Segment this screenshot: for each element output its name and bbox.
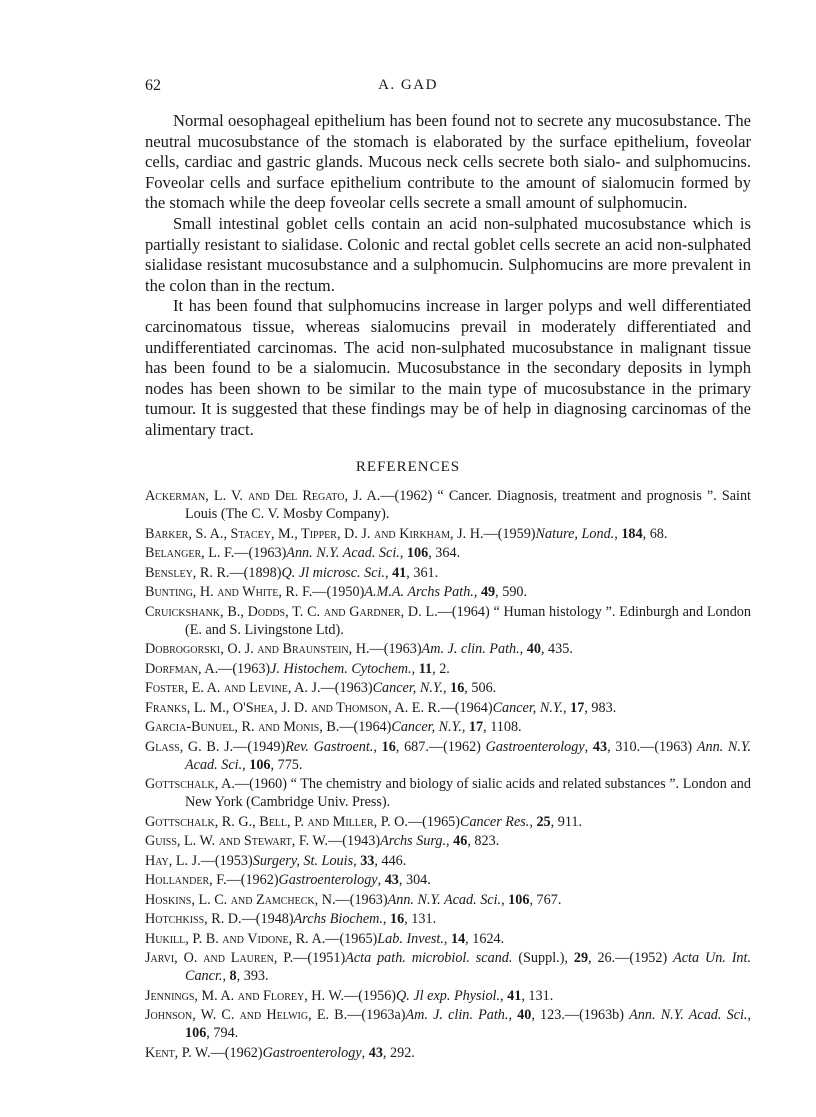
reference-vol: 46 xyxy=(453,833,468,849)
reference-pages: 131. xyxy=(411,911,437,927)
reference-vol: 8 xyxy=(229,968,237,984)
reference-year: —(1963b) xyxy=(564,1007,624,1023)
reference-year: —(1964) xyxy=(440,699,493,716)
reference-entry: Hay, L. J.—(1953)Surgery, St. Louis, 33, 446. xyxy=(145,852,407,869)
reference-pages: 506. xyxy=(471,680,497,696)
reference-vol: 106 xyxy=(249,756,271,773)
reference-rest: —(1964) “ Human histology ”. Edinburgh and London (E. and S. Livingstone Ltd). xyxy=(185,603,751,638)
paragraph: Normal oesophageal epithelium has been found not to secrete any mucosubstance. The neutral mucosubstance of the stomach is elaborated by the surface epithelium, foveolar cells, cardiac and gastric glands. Mucous neck cells secrete both sialo- and sulphomucins. Foveolar cells and surface epithelium contribute to the amount of sialomucin formed by the stomach while the deep foveolar cells secrete a small amount of sulphomucin. xyxy=(145,111,751,213)
reference-authors: Belanger, L. F. xyxy=(145,545,235,561)
reference-authors: Kent, P. W. xyxy=(145,1044,211,1061)
reference-year: —(1959) xyxy=(483,525,536,542)
reference-pages: 310. xyxy=(615,738,641,755)
reference-journal: Cancer, N.Y. xyxy=(391,719,462,735)
reference-pages: 911. xyxy=(557,813,583,830)
reference-journal: Acta path. microbiol. scand. xyxy=(345,950,513,966)
reference-journal: Archs Surg. xyxy=(380,833,447,849)
reference-journal: Lab. Invest. xyxy=(377,930,444,947)
reference-year: —(1962) xyxy=(210,1044,263,1061)
reference-pages: 123. xyxy=(540,1007,565,1023)
reference-journal: Q. Jl microsc. Sci. xyxy=(281,564,385,581)
reference-rest: —(1960) “ The chemistry and biology of sialic acids and related substances ”. London and New York (Cambridge Univ. Press). xyxy=(185,776,751,810)
reference-year: —(1963a) xyxy=(347,1007,406,1023)
reference-entry xyxy=(145,775,751,811)
reference-entry: Dobrogorski, O. J. and Braunstein, H.—(1963)Am. J. clin. Path., 40, 435. xyxy=(145,641,573,657)
reference-entry: Guiss, L. W. and Stewart, F. W.—(1943)Archs Surg., 46, 823. xyxy=(145,833,500,849)
reference-journal: Acta Un. Int. Cancr. xyxy=(185,950,752,984)
reference-authors: Garcia-Bunuel, R. and Monis, B. xyxy=(145,719,340,735)
reference-vol: 17 xyxy=(468,719,484,735)
reference-entry: Johnson, W. C. and Helwig, E. B.—(1963a)Am. J. clin. Path., 40, 123.—(1963b) Ann. N.Y. Acad. Sci., 106, 794. xyxy=(145,1007,752,1041)
reference-journal: Ann. N.Y. Acad. Sci. xyxy=(286,545,400,561)
reference-year: —(1956) xyxy=(344,987,397,1004)
reference-pages: 767. xyxy=(536,891,562,908)
reference-authors: Dobrogorski, O. J. and Braunstein, H. xyxy=(145,641,370,657)
reference-entry xyxy=(145,603,751,639)
reference-entry xyxy=(145,487,751,523)
reference-journal: Rev. Gastroent. xyxy=(285,738,374,755)
reference-journal: Cancer, N.Y. xyxy=(372,680,444,696)
reference-pages: 304. xyxy=(405,872,431,888)
reference-entry: Kent, P. W.—(1962)Gastroenterology, 43, 292. xyxy=(145,1044,415,1061)
reference-vol: 29 xyxy=(573,950,589,966)
reference-year: —(1951) xyxy=(293,950,346,966)
reference-year: —(1963) xyxy=(320,680,373,696)
reference-list xyxy=(145,487,751,1062)
reference-authors: Bunting, H. and White, R. F. xyxy=(145,584,313,600)
reference-entry: Hoskins, L. C. and Zamcheck, N.—(1963)Ann. N.Y. Acad. Sci., 106, 767. xyxy=(145,891,562,908)
reference-year: —(1949) xyxy=(233,738,286,755)
paragraph: It has been found that sulphomucins increase in larger polyps and well differentiated carcinomatous tissue, whereas sialomucins prevail in moderately differentiated and undifferentiated carcinomas. The acid non-sulphated mucosubstance in malignant tissue has been found to be a sialomucin. Mucosubstance in the secondary deposits in lymph nodes has been shown to be similar to the main type of mucosubstance in the primary tumour. It is suggested that these findings may be of help in diagnosing carcinomas of the alimentary tract. xyxy=(145,296,751,439)
reference-year: —(1943) xyxy=(328,833,381,849)
reference-journal: Gastroenterology xyxy=(262,1044,362,1061)
running-header-author: A. GAD xyxy=(378,77,438,93)
reference-pages: 1108. xyxy=(490,719,522,735)
reference-vol: 17 xyxy=(570,699,585,716)
reference-pages: 775. xyxy=(277,756,303,773)
reference-year: —(1963) xyxy=(335,891,388,908)
reference-journal: Ann. N.Y. Acad. Sci. xyxy=(185,738,752,773)
reference-authors: Gottschalk, A. xyxy=(145,776,235,792)
reference-journal: Ann. N.Y. Acad. Sci. xyxy=(387,891,502,908)
reference-vol: 106 xyxy=(185,1025,207,1041)
reference-authors: Hotchkiss, R. D. xyxy=(145,911,242,927)
reference-pages: 435. xyxy=(548,641,573,657)
reference-entry: Hukill, P. B. and Vidone, R. A.—(1965)Lab. Invest., 14, 1624. xyxy=(145,930,505,947)
reference-vol: 184 xyxy=(621,525,643,542)
reference-vol: 49 xyxy=(480,584,496,600)
reference-pages: 26. xyxy=(597,950,616,966)
reference-pages: 361. xyxy=(413,564,439,581)
reference-mid: (Suppl.), xyxy=(518,950,568,966)
reference-vol: 43 xyxy=(592,738,608,755)
reference-vol: 33 xyxy=(360,852,375,869)
reference-year: —(1952) xyxy=(615,950,668,966)
reference-vol: 25 xyxy=(536,813,551,830)
reference-vol: 16 xyxy=(450,680,465,696)
reference-entry: Hotchkiss, R. D.—(1948)Archs Biochem., 16, 131. xyxy=(145,911,437,927)
reference-year: —(1953) xyxy=(200,852,253,869)
reference-journal: A.M.A. Archs Path. xyxy=(364,584,474,600)
reference-entry: Bensley, R. R.—(1898)Q. Jl microsc. Sci., 41, 361. xyxy=(145,564,439,581)
reference-entry: Franks, L. M., O'Shea, J. D. and Thomson, A. E. R.—(1964)Cancer, N.Y., 17, 983. xyxy=(145,699,617,716)
reference-journal: Cancer Res. xyxy=(459,813,530,830)
reference-entry: Bunting, H. and White, R. F.—(1950)A.M.A. Archs Path., 49, 590. xyxy=(145,584,528,600)
reference-pages: 794. xyxy=(213,1025,239,1041)
reference-entry: Foster, E. A. and Levine, A. J.—(1963)Cancer, N.Y., 16, 506. xyxy=(145,680,497,696)
reference-entry: Dorfman, A.—(1963)J. Histochem. Cytochem., 11, 2. xyxy=(145,660,450,677)
paragraph: Small intestinal goblet cells contain an acid non-sulphated mucosubstance which is partially resistant to sialidase. Colonic and rectal goblet cells secrete an acid non-sulphated sialidase resistant mucosubstance and a sulphomucin. Sulphomucins are more prevalent in the colon than in the rectum. xyxy=(145,213,751,295)
reference-pages: 292. xyxy=(390,1044,415,1061)
reference-vol: 106 xyxy=(508,891,530,908)
reference-entry: Barker, S. A., Stacey, M., Tipper, D. J. and Kirkham, J. H.—(1959)Nature, Lond., 184, 68. xyxy=(145,525,668,542)
reference-vol: 41 xyxy=(392,564,407,581)
reference-entry: Hollander, F.—(1962)Gastroenterology, 43, 304. xyxy=(145,872,431,888)
reference-vol: 40 xyxy=(517,1007,532,1023)
reference-vol: 14 xyxy=(450,930,466,947)
reference-vol: 106 xyxy=(406,545,429,561)
reference-authors: Guiss, L. W. and Stewart, F. W. xyxy=(145,833,329,849)
reference-journal: Cancer, N.Y. xyxy=(492,699,564,716)
reference-entry: Jennings, M. A. and Florey, H. W.—(1956)Q. Jl exp. Physiol., 41, 131. xyxy=(145,987,554,1004)
reference-pages: 446. xyxy=(381,852,407,869)
reference-journal: Archs Biochem. xyxy=(293,911,383,927)
reference-vol: 16 xyxy=(381,738,396,755)
reference-authors: Glass, G. B. J. xyxy=(145,738,234,755)
reference-entry: Garcia-Bunuel, R. and Monis, B.—(1964)Cancer, N.Y., 17, 1108. xyxy=(145,719,522,735)
reference-pages: 131. xyxy=(528,987,554,1004)
reference-authors: Franks, L. M., O'Shea, J. D. and Thomson, A. E. R. xyxy=(145,699,441,716)
reference-journal: Ann. N.Y. Acad. Sci. xyxy=(629,1007,748,1023)
reference-journal: Q. Jl exp. Physiol. xyxy=(396,987,501,1004)
reference-journal: Nature, Lond. xyxy=(535,525,615,542)
reference-pages: 2. xyxy=(439,660,450,677)
reference-vol: 40 xyxy=(526,641,541,657)
reference-year: —(1965) xyxy=(407,813,460,830)
body-text xyxy=(145,111,751,441)
reference-vol: 11 xyxy=(418,660,433,677)
reference-year: —(1962) xyxy=(226,872,279,888)
reference-journal: Surgery, St. Louis xyxy=(252,852,354,869)
reference-vol: 16 xyxy=(390,911,405,927)
reference-year: —(1964) xyxy=(339,719,392,735)
reference-year: —(1963) xyxy=(369,641,422,657)
reference-authors: Hukill, P. B. and Vidone, R. A. xyxy=(145,930,326,947)
reference-journal: Am. J. clin. Path. xyxy=(405,1007,509,1023)
reference-entry: Belanger, L. F.—(1963)Ann. N.Y. Acad. Sci., 106, 364. xyxy=(145,545,461,561)
reference-entry: Gottschalk, R. G., Bell, P. and Miller, P. O.—(1965)Cancer Res., 25, 911. xyxy=(145,813,583,830)
reference-entry: Jarvi, O. and Lauren, P.—(1951)Acta path. microbiol. scand. (Suppl.), 29, 26.—(1952) Acta Un. Int. Cancr., 8, 393. xyxy=(145,950,752,984)
reference-journal: Am. J. clin. Path. xyxy=(421,641,520,657)
reference-authors: Foster, E. A. and Levine, A. J. xyxy=(145,680,321,696)
reference-year: —(1962) xyxy=(428,738,481,755)
reference-rest: —(1962) “ Cancer. Diagnosis, treatment and prognosis ”. Saint Louis (The C. V. Mosby Company). xyxy=(185,488,751,522)
reference-pages: 590. xyxy=(502,584,528,600)
reference-vol: 43 xyxy=(368,1044,383,1061)
reference-year: —(1963) xyxy=(234,545,287,561)
reference-journal: Gastroenterology xyxy=(485,738,585,755)
reference-pages: 364. xyxy=(435,545,461,561)
reference-year: —(1950) xyxy=(312,584,365,600)
reference-authors: Hay, L. J. xyxy=(145,852,201,869)
reference-authors: Gottschalk, R. G., Bell, P. and Miller, P. O. xyxy=(145,813,408,830)
reference-pages: 823. xyxy=(474,833,500,849)
reference-year: —(1963) xyxy=(218,660,271,677)
reference-pages: 1624. xyxy=(472,930,505,947)
reference-authors: Bensley, R. R. xyxy=(145,564,230,581)
reference-authors: Hoskins, L. C. and Zamcheck, N. xyxy=(145,891,336,908)
reference-vol: 41 xyxy=(507,987,522,1004)
reference-pages: 687. xyxy=(404,738,429,755)
reference-year: —(1965) xyxy=(325,930,378,947)
reference-year: —(1963) xyxy=(640,738,693,755)
reference-authors: Ackerman, L. V. and Del Regato, J. A. xyxy=(145,488,381,504)
reference-authors: Hollander, F. xyxy=(145,872,227,888)
reference-year: —(1898) xyxy=(229,564,282,581)
reference-authors: Cruickshank, B., Dodds, T. C. and Gardner, D. L. xyxy=(145,603,438,620)
reference-authors: Johnson, W. C. and Helwig, E. B. xyxy=(145,1007,348,1023)
reference-year: —(1948) xyxy=(241,911,294,927)
reference-authors: Barker, S. A., Stacey, M., Tipper, D. J. and Kirkham, J. H. xyxy=(145,525,484,542)
reference-pages: 68. xyxy=(649,525,668,542)
page-number: 62 xyxy=(145,77,161,94)
reference-journal: Gastroenterology xyxy=(278,872,378,888)
reference-journal: J. Histochem. Cytochem. xyxy=(270,660,412,677)
reference-pages: 393. xyxy=(243,968,269,984)
reference-vol: 43 xyxy=(384,872,399,888)
reference-authors: Dorfman, A. xyxy=(145,660,219,677)
reference-authors: Jennings, M. A. and Florey, H. W. xyxy=(145,987,345,1004)
reference-authors: Jarvi, O. and Lauren, P. xyxy=(145,950,294,966)
reference-pages: 983. xyxy=(591,699,617,716)
references-heading: REFERENCES xyxy=(355,459,461,475)
reference-entry: Glass, G. B. J.—(1949)Rev. Gastroent., 16, 687.—(1962) Gastroenterology, 43, 310.—(1963) Ann. N.Y. Acad. Sci., 106, 775. xyxy=(145,738,752,773)
